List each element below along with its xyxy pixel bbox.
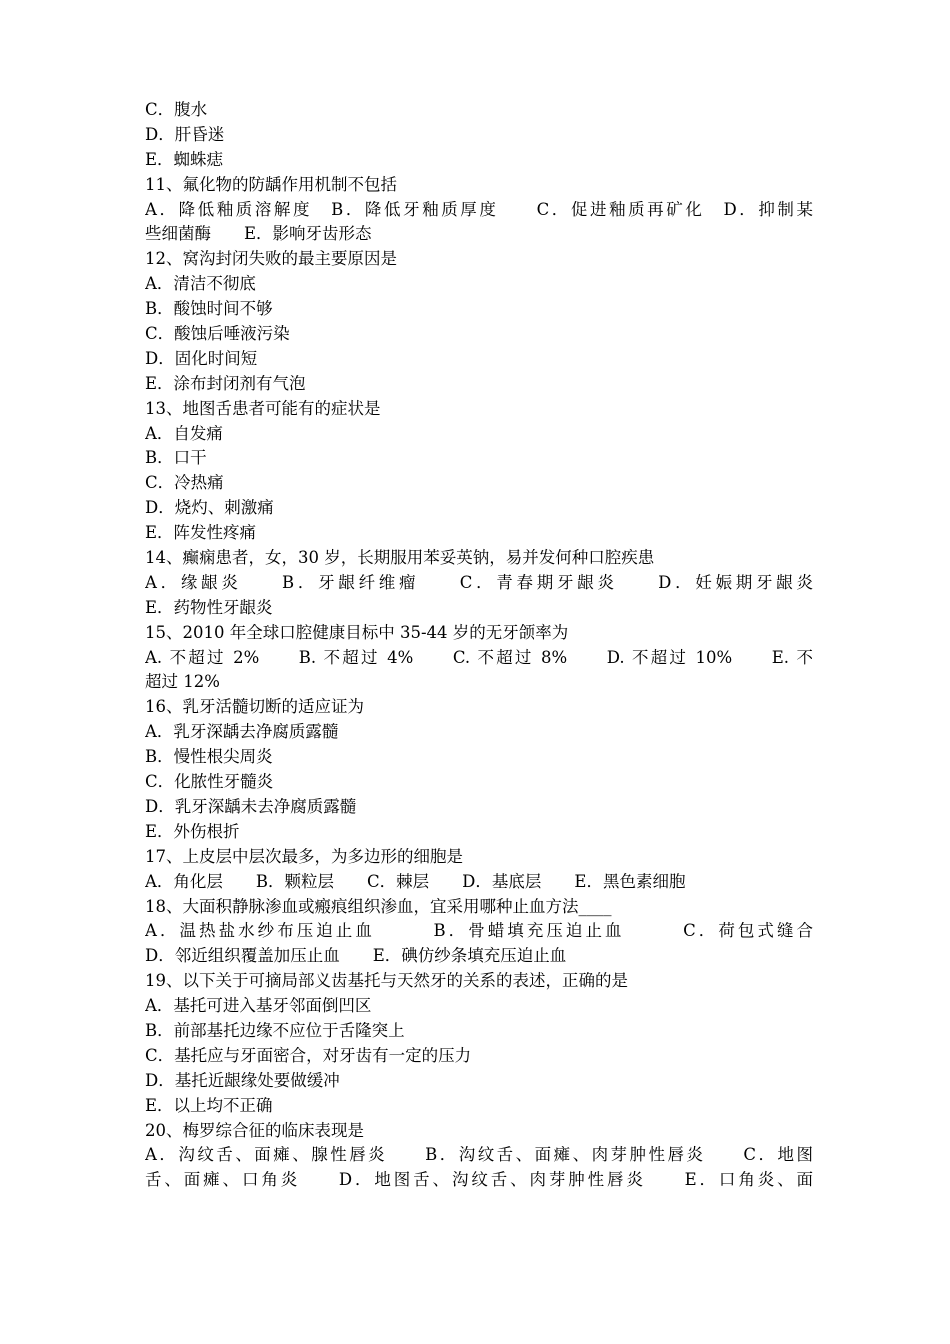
option-line: A．沟纹舌、面瘫、腺性唇炎 B．沟纹舌、面瘫、肉芽肿性唇炎 C．地图	[145, 1145, 813, 1165]
document-page	[145, 98, 813, 1193]
question-line: 16、乳牙活髓切断的适应证为	[145, 697, 364, 717]
question-line: 11、氟化物的防龋作用机制不包括	[145, 174, 397, 194]
option-line: D．肝昏迷	[145, 124, 225, 144]
option-line: A．降低釉质溶解度 B．降低牙釉质厚度 C．促进釉质再矿化 D．抑制某	[145, 199, 813, 219]
option-line: E．外伤根折	[145, 821, 240, 841]
option-line: 超过 12%	[145, 672, 220, 692]
option-line: C．冷热痛	[145, 473, 224, 493]
option-line: C．化脓性牙髓炎	[145, 772, 274, 792]
option-line: B．前部基托边缘不应位于舌隆突上	[145, 1020, 405, 1040]
option-line: E．涂布封闭剂有气泡	[145, 373, 306, 393]
option-line: B．酸蚀时间不够	[145, 299, 273, 319]
option-line: A．清洁不彻底	[145, 274, 256, 294]
question-line: 15、2010 年全球口腔健康目标中 35-44 岁的无牙颌率为	[145, 622, 569, 642]
option-line: D．邻近组织覆盖加压止血 E．碘仿纱条填充压迫止血	[145, 946, 567, 966]
option-line: C．基托应与牙面密合，对牙齿有一定的压力	[145, 1045, 472, 1065]
option-line: C．酸蚀后唾液污染	[145, 324, 290, 344]
option-line: A．基托可进入基牙邻面倒凹区	[145, 996, 372, 1016]
option-line: A．缘龈炎 B．牙龈纤维瘤 C．青春期牙龈炎 D．妊娠期牙龈炎	[145, 572, 813, 592]
option-line: A．乳牙深龋去净腐质露髓	[145, 722, 339, 742]
option-line: E．蜘蛛痣	[145, 149, 224, 169]
option-line: B．慢性根尖周炎	[145, 747, 273, 767]
option-line: E．阵发性疼痛	[145, 523, 257, 543]
option-line: 些细菌酶 E．影响牙齿形态	[145, 224, 372, 244]
option-line: A. 不超过 2% B. 不超过 4% C. 不超过 8% D. 不超过 10% E. 不	[145, 647, 813, 667]
question-line: 19、以下关于可摘局部义齿基托与天然牙的关系的表述，正确的是	[145, 971, 628, 991]
option-line: B．口干	[145, 448, 207, 468]
question-line: 14、癫痫患者，女，30 岁，长期服用苯妥英钠，易并发何种口腔疾患	[145, 548, 655, 568]
option-line: D．固化时间短	[145, 348, 258, 368]
question-line: 17、上皮层中层次最多，为多边形的细胞是	[145, 846, 463, 866]
option-line: C．腹水	[145, 100, 208, 119]
option-line: A．角化层 B．颗粒层 C．棘层 D．基底层 E．黑色素细胞	[145, 871, 686, 891]
option-line: D．乳牙深龋未去净腐质露髓	[145, 796, 357, 816]
option-line: D．烧灼、刺激痛	[145, 498, 274, 518]
question-line: 20、梅罗综合征的临床表现是	[145, 1120, 364, 1140]
question-line: 12、窝沟封闭失败的最主要原因是	[145, 249, 397, 269]
question-line: 18、大面积静脉渗血或瘢痕组织渗血，宜采用哪种止血方法____	[145, 896, 612, 916]
option-line: 舌、面瘫、口角炎 D．地图舌、沟纹舌、肉芽肿性唇炎 E．口角炎、面	[145, 1170, 813, 1190]
option-line: E．以上均不正确	[145, 1095, 273, 1115]
option-line: A．自发痛	[145, 423, 223, 443]
option-line: D．基托近龈缘处要做缓冲	[145, 1070, 340, 1090]
question-line: 13、地图舌患者可能有的症状是	[145, 398, 381, 418]
option-line: E．药物性牙龈炎	[145, 597, 273, 617]
option-line: A．温热盐水纱布压迫止血 B．骨蜡填充压迫止血 C．荷包式缝合	[145, 921, 813, 941]
